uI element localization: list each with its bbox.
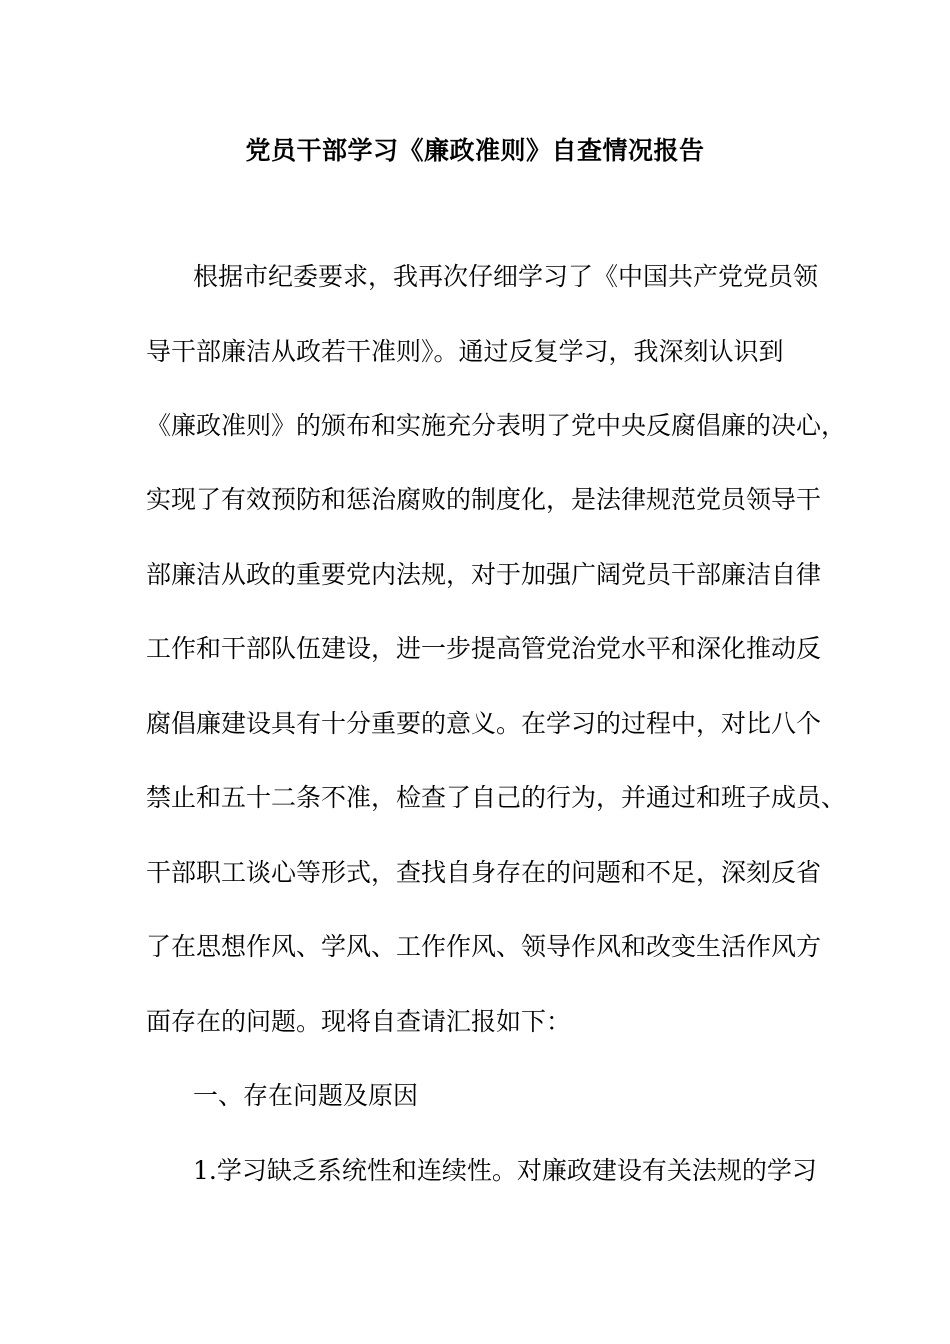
paragraph-line: 禁止和五十二条不准，检查了自己的行为，并通过和班子成员、 bbox=[146, 783, 847, 812]
paragraph-line: 《廉政准则》的颁布和实施充分表明了党中央反腐倡廉的决心， bbox=[146, 411, 847, 440]
paragraph-line: 导干部廉洁从政若干准则》。通过反复学习，我深刻认识到 bbox=[146, 337, 784, 366]
document-title: 党员干部学习《廉政准则》自查情况报告 bbox=[245, 136, 705, 165]
paragraph-line: 了在思想作风、学风、工作作风、领导作风和改变生活作风方 bbox=[146, 932, 822, 961]
paragraph-line: 干部职工谈心等形式，查找自身存在的问题和不足，深刻反省 bbox=[146, 858, 822, 887]
paragraph-line: 腐倡廉建设具有十分重要的意义。在学习的过程中，对比八个 bbox=[146, 709, 822, 738]
paragraph-line: 部廉洁从政的重要党内法规，对于加强广阔党员干部廉洁自律 bbox=[146, 560, 822, 589]
paragraph-line: 面存在的问题。现将自查请汇报如下： bbox=[146, 1007, 572, 1036]
section-heading: 一、存在问题及原因 bbox=[193, 1081, 419, 1110]
list-item: 1.学习缺乏系统性和连续性。对廉政建设有关法规的学习 bbox=[193, 1156, 817, 1185]
paragraph-line: 工作和干部队伍建设，进一步提高管党治党水平和深化推动反 bbox=[146, 634, 822, 663]
paragraph-line: 实现了有效预防和惩治腐败的制度化，是法律规范党员领导干 bbox=[146, 485, 822, 514]
paragraph-line: 根据市纪委要求，我再次仔细学习了《中国共产党党员领 bbox=[193, 262, 819, 291]
